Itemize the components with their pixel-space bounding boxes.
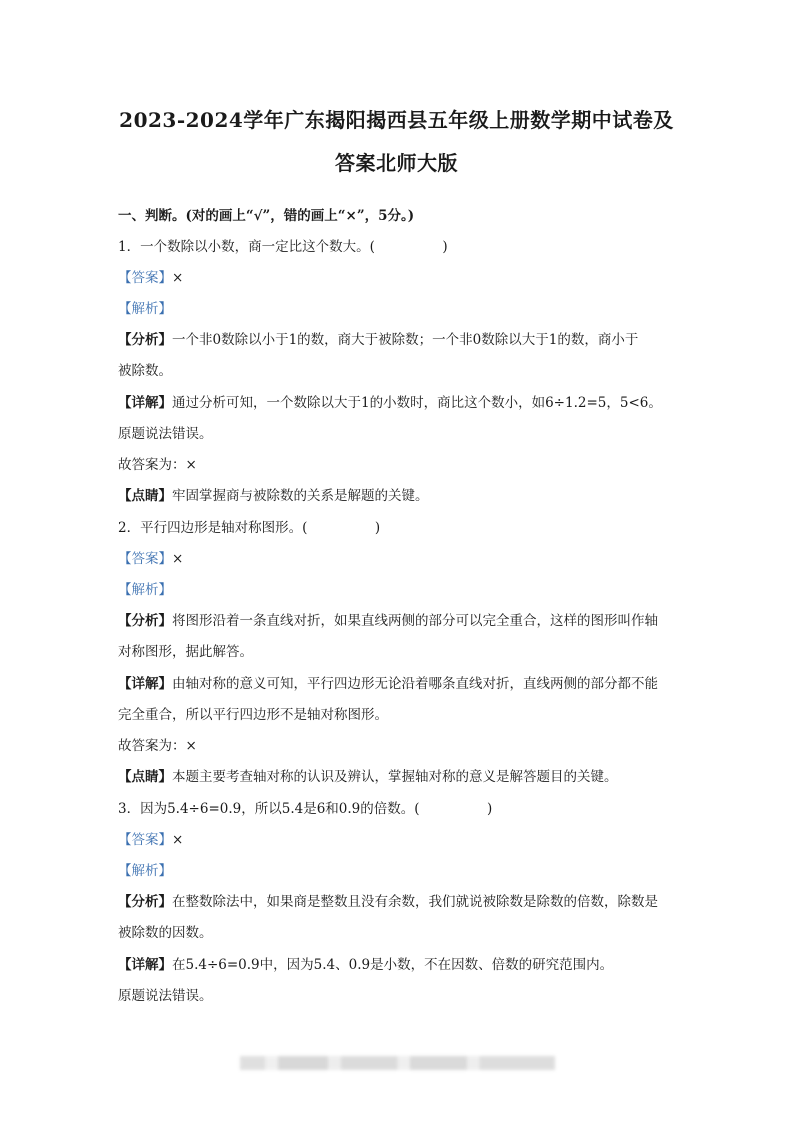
question-2-text: 2．平行四边形是轴对称图形。( ) <box>118 520 381 536</box>
detail-label: 【详解】 <box>118 676 172 692</box>
comment-text: 牢固掌握商与被除数的关系是解题的关键。 <box>172 488 429 504</box>
answer-value: × <box>172 551 184 567</box>
section-heading: 一、判断。(对的画上“√”，错的画上“×”，5分。) <box>118 208 415 224</box>
question-3-analysis-line-2: 被除数的因数。 <box>118 925 213 941</box>
detail-text: 通过分析可知，一个数除以大于1的小数时，商比这个数小，如6÷1.2=5，5<6。 <box>172 395 662 411</box>
question-3-text: 3．因为5.4÷6=0.9，所以5.4是6和0.9的倍数。( ) <box>118 801 493 817</box>
answer-label: 【答案】 <box>118 270 172 286</box>
question-2-analysis-line-2: 对称图形，据此解答。 <box>118 644 253 660</box>
answer-label: 【答案】 <box>118 551 172 567</box>
question-3-detail-line-2: 原题说法错误。 <box>118 988 213 1004</box>
question-1-analysis-line-1 <box>118 331 678 349</box>
question-1-analysis-header: 【解析】 <box>118 301 172 317</box>
answer-label: 【答案】 <box>118 832 172 848</box>
detail-text: 由轴对称的意义可知，平行四边形无论沿着哪条直线对折，直线两侧的部分都不能 <box>172 676 658 692</box>
question-2-answer <box>118 550 678 568</box>
comment-label: 【点睛】 <box>118 488 172 504</box>
question-1-text: 1．一个数除以小数，商一定比这个数大。( ) <box>118 239 448 255</box>
detail-label: 【详解】 <box>118 395 172 411</box>
question-2-analysis-header: 【解析】 <box>118 582 172 598</box>
question-1-detail-line-1 <box>118 394 678 412</box>
question-1-final-answer: 故答案为：× <box>118 457 197 473</box>
blurred-footer-watermark <box>240 1056 555 1070</box>
question-1-detail-line-2: 原题说法错误。 <box>118 426 213 442</box>
question-1-answer <box>118 269 678 287</box>
analysis-label: 【分析】 <box>118 613 172 629</box>
detail-label: 【详解】 <box>118 957 172 973</box>
question-3-analysis-line-1 <box>118 893 678 911</box>
question-2-detail-line-2: 完全重合，所以平行四边形不是轴对称图形。 <box>118 707 388 723</box>
analysis-text: 在整数除法中，如果商是整数且没有余数，我们就说被除数是除数的倍数，除数是 <box>172 894 658 910</box>
analysis-text: 将图形沿着一条直线对折，如果直线两侧的部分可以完全重合，这样的图形叫作轴 <box>172 613 658 629</box>
question-3-analysis-header: 【解析】 <box>118 863 172 879</box>
answer-value: × <box>172 270 184 286</box>
analysis-label: 【分析】 <box>118 894 172 910</box>
analysis-label: 【分析】 <box>118 332 172 348</box>
question-3-answer <box>118 831 678 849</box>
analysis-text: 一个非0数除以小于1的数，商大于被除数；一个非0数除以大于1的数，商小于 <box>172 332 639 348</box>
detail-text: 在5.4÷6=0.9中，因为5.4、0.9是小数，不在因数、倍数的研究范围内。 <box>172 957 614 973</box>
answer-value: × <box>172 832 184 848</box>
question-2-final-answer: 故答案为：× <box>118 738 197 754</box>
question-1-analysis-line-2: 被除数。 <box>118 363 172 379</box>
question-1-comment <box>118 487 678 505</box>
question-3-detail-line-1 <box>118 956 678 974</box>
comment-label: 【点睛】 <box>118 769 172 785</box>
document-title-line-2: 答案北师大版 <box>335 151 458 175</box>
question-2-comment <box>118 768 678 786</box>
document-title-line-1: 2023-2024学年广东揭阳揭西县五年级上册数学期中试卷及 <box>119 108 674 132</box>
comment-text: 本题主要考查轴对称的认识及辨认，掌握轴对称的意义是解答题目的关键。 <box>172 769 618 785</box>
question-2-analysis-line-1 <box>118 612 678 630</box>
question-2-detail-line-1 <box>118 675 678 693</box>
